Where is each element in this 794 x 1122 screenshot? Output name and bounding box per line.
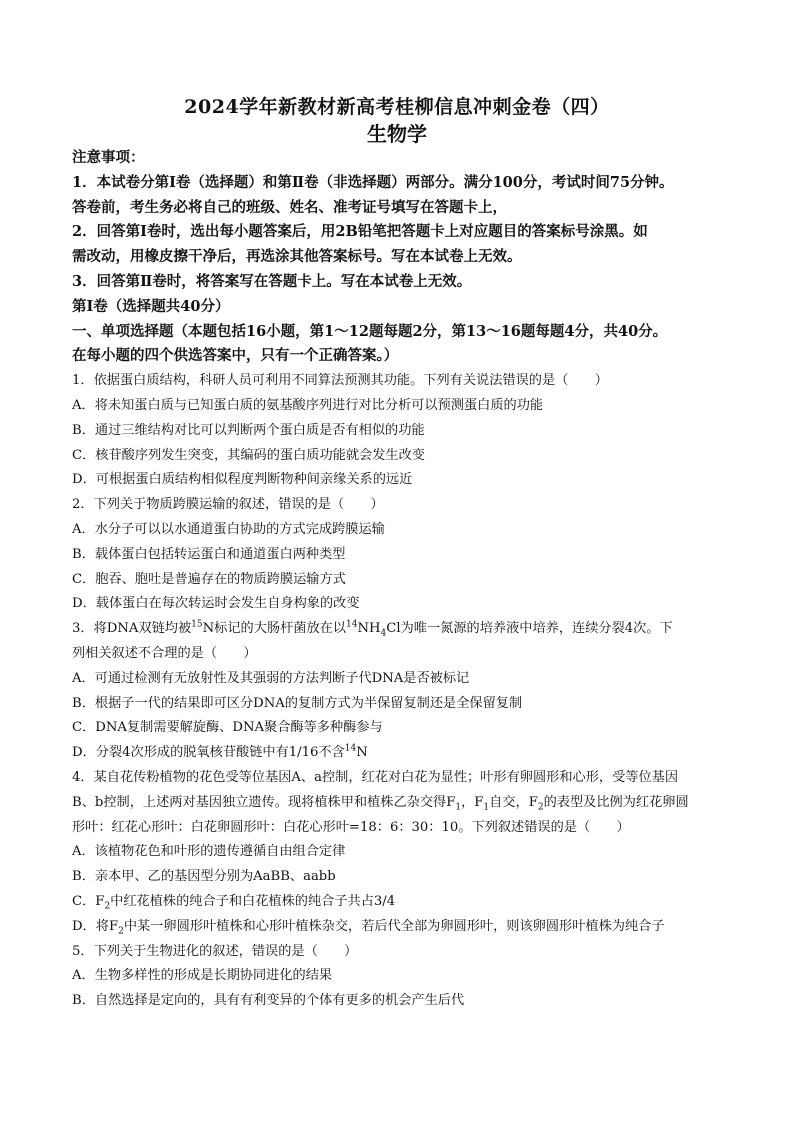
question-4-option-a: A．该植物花色和叶形的遗传遵循自由组合定律 bbox=[72, 844, 346, 860]
subscript: 2 bbox=[118, 926, 124, 937]
notice-item: 2．回答第Ⅰ卷时，选出每小题答案后，用2B铅笔把答题卡上对应题目的答案标号涂黑。如 bbox=[72, 223, 648, 241]
text-run: D．分裂4次形成的脱氧核苷酸链中有1/16不含 bbox=[72, 745, 345, 761]
text-run: 的表型及比例为红花卵圆 bbox=[543, 794, 689, 810]
question-2-option-d: D．载体蛋白在每次转运时会发生自身构象的改变 bbox=[72, 596, 360, 612]
subject-title: 生物学 bbox=[367, 122, 427, 146]
question-3-stem-cont: 列相关叙述不合理的是（ ） bbox=[72, 645, 257, 661]
question-3-option-b: B．根据子一代的结果即可区分DNA的复制方式为半保留复制还是全保留复制 bbox=[72, 695, 523, 711]
question-4-option-c bbox=[72, 890, 732, 915]
subscript: 1 bbox=[483, 802, 490, 813]
question-3-option-a: A．可通过检测有无放射性及其强弱的方法判断子代DNA是否被标记 bbox=[72, 670, 470, 686]
question-4-stem-cont bbox=[72, 791, 732, 816]
notice-item: 1．本试卷分第Ⅰ卷（选择题）和第Ⅱ卷（非选择题）两部分。满分100分，考试时间75分钟。 bbox=[72, 173, 674, 191]
question-4-stem-cont: 形叶：红花心形叶：白花卵圆形叶：白花心形叶=18：6：30：10。下列叙述错误的是（ ） bbox=[72, 819, 630, 835]
text-run: N标记的大肠杆菌放在以 bbox=[202, 621, 347, 637]
subscript: 2 bbox=[104, 901, 111, 912]
text-run: Cl为唯一氮源的培养液中培养，连续分裂4次。下 bbox=[386, 621, 673, 637]
question-1-option-a: A．将未知蛋白质与已知蛋白质的氨基酸序列进行对比分析可以预测蛋白质的功能 bbox=[72, 397, 544, 413]
question-5-option-a: A．生物多样性的形成是长期协同进化的结果 bbox=[72, 968, 333, 984]
question-4-option-d bbox=[72, 915, 732, 940]
text-run: ，F bbox=[461, 794, 484, 810]
question-3-stem bbox=[72, 617, 732, 642]
question-2-option-b: B．载体蛋白包括转运蛋白和通道蛋白两种类型 bbox=[72, 546, 346, 562]
section-heading: 一、单项选择题（本题包括16小题，第1～12题每题2分，第13～16题每题4分，共40分。 bbox=[72, 322, 668, 340]
text-run: NH bbox=[357, 621, 381, 637]
question-1-option-c: C．核苷酸序列发生突变，其编码的蛋白质功能就会发生改变 bbox=[72, 447, 425, 463]
exam-content bbox=[72, 146, 732, 1014]
question-4-stem: 4．某自花传粉植物的花色受等位基因A、a控制，红花对白花为显性；叶形有卵圆形和心形，受等位基因 bbox=[72, 769, 679, 785]
question-3-option-d bbox=[72, 741, 732, 766]
text-run: B、b控制，上述两对基因独立遗传。现将植株甲和植株乙杂交得F bbox=[72, 794, 456, 810]
question-3-option-c: C．DNA复制需要解旋酶、DNA聚合酶等多种酶参与 bbox=[72, 720, 383, 736]
superscript: 14 bbox=[346, 619, 358, 630]
text-run: C．F bbox=[72, 893, 105, 909]
question-2-option-c: C．胞吞、胞吐是普遍存在的物质跨膜运输方式 bbox=[72, 571, 346, 587]
question-2-option-a: A．水分子可以以水通道蛋白协助的方式完成跨膜运输 bbox=[72, 521, 385, 537]
text-run: 中红花植株的纯合子和白花植株的纯合子共占3/4 bbox=[110, 893, 396, 909]
text-run: 自交，F bbox=[489, 794, 538, 810]
subscript: 1 bbox=[455, 802, 462, 813]
question-1-stem: 1．依据蛋白质结构，科研人员可利用不同算法预测其功能。下列有关说法错误的是（ ） bbox=[72, 373, 608, 389]
notice-item: 需改动，用橡皮擦干净后，再选涂其他答案标号。写在本试卷上无效。 bbox=[72, 248, 522, 266]
notice-heading: 注意事项： bbox=[72, 149, 145, 166]
text-run: 中某一卵圆形叶植株和心形叶植株杂交，若后代全部为卵圆形叶，则该卵圆形叶植株为纯合子 bbox=[123, 918, 665, 934]
notice-item: 答卷前，考生务必将自己的班级、姓名、准考证号填写在答题卡上， bbox=[72, 198, 507, 216]
exam-title: 2024学年新教材新高考桂柳信息冲刺金卷（四） bbox=[184, 96, 610, 118]
subscript: 4 bbox=[380, 628, 387, 639]
question-5-option-b: B．自然选择是定向的，具有有利变异的个体有更多的机会产生后代 bbox=[72, 993, 465, 1009]
part1-heading: 第Ⅰ卷（选择题共40分） bbox=[72, 297, 230, 315]
superscript: 15 bbox=[191, 619, 203, 630]
question-1-option-b: B．通过三维结构对比可以判断两个蛋白质是否有相似的功能 bbox=[72, 422, 425, 438]
superscript: 14 bbox=[344, 743, 357, 754]
text-run: N bbox=[356, 745, 368, 761]
question-1-option-d: D．可根据蛋白质结构相似程度判断物种间亲缘关系的远近 bbox=[72, 472, 413, 488]
question-5-stem: 5．下列关于生物进化的叙述，错误的是（ ） bbox=[72, 943, 358, 959]
subscript: 2 bbox=[537, 802, 544, 813]
question-2-stem: 2．下列关于物质跨膜运输的叙述，错误的是（ ） bbox=[72, 497, 384, 513]
question-4-option-b: B．亲本甲、乙的基因型分别为AaBB、aabb bbox=[72, 869, 336, 885]
notice-item: 3．回答第Ⅱ卷时，将答案写在答题卡上。写在本试卷上无效。 bbox=[72, 272, 472, 290]
text-run: 3．将DNA双链均被 bbox=[72, 621, 192, 637]
text-run: D．将F bbox=[72, 918, 119, 934]
section-heading: 在每小题的四个供选答案中，只有一个正确答案。） bbox=[72, 347, 399, 365]
